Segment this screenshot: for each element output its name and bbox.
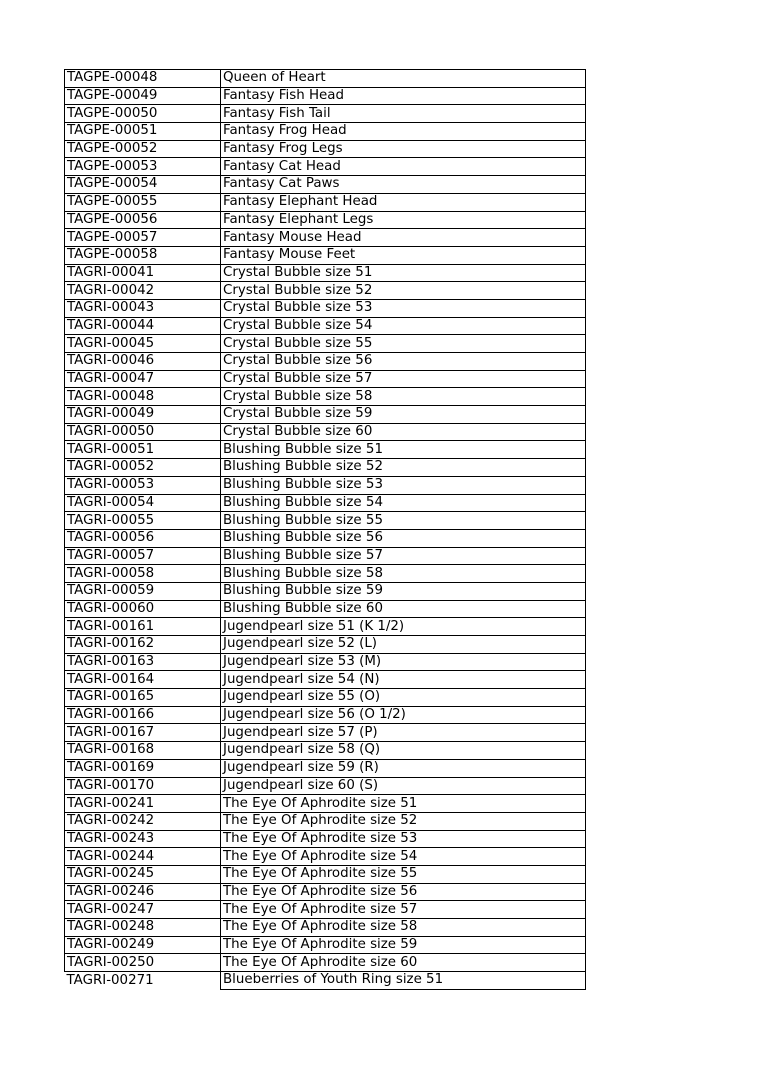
table-row — [65, 600, 586, 618]
item-description-cell: Jugendpearl size 52 (L) — [221, 636, 586, 654]
table-row — [65, 282, 586, 300]
item-description-cell: Fantasy Frog Head — [221, 123, 586, 141]
item-description-cell: Blushing Bubble size 55 — [221, 512, 586, 530]
item-description-cell: Crystal Bubble size 53 — [221, 299, 586, 317]
item-code-cell: TAGRI-00271 — [65, 972, 221, 990]
table-row — [65, 353, 586, 371]
table-row — [65, 724, 586, 742]
item-code-cell: TAGRI-00168 — [65, 742, 221, 760]
item-code-cell: TAGRI-00041 — [65, 264, 221, 282]
item-description-cell: Fantasy Mouse Feet — [221, 246, 586, 264]
table-row — [65, 936, 586, 954]
item-code-cell: TAGRI-00162 — [65, 636, 221, 654]
item-description-cell: Blushing Bubble size 60 — [221, 600, 586, 618]
item-description-cell: The Eye Of Aphrodite size 55 — [221, 865, 586, 883]
item-description-cell: The Eye Of Aphrodite size 54 — [221, 848, 586, 866]
item-code-cell: TAGRI-00047 — [65, 370, 221, 388]
item-description-cell: Jugendpearl size 55 (O) — [221, 689, 586, 707]
item-code-cell: TAGRI-00249 — [65, 936, 221, 954]
item-description-cell: Blueberries of Youth Ring size 51 — [221, 972, 586, 990]
table-row — [65, 123, 586, 141]
table-row — [65, 140, 586, 158]
table-row — [65, 70, 586, 88]
item-description-cell: Blushing Bubble size 52 — [221, 459, 586, 477]
table-row — [65, 370, 586, 388]
item-code-cell: TAGPE-00054 — [65, 176, 221, 194]
item-description-cell: Blushing Bubble size 59 — [221, 582, 586, 600]
item-description-cell: The Eye Of Aphrodite size 51 — [221, 795, 586, 813]
item-description-cell: The Eye Of Aphrodite size 53 — [221, 830, 586, 848]
item-description-cell: Crystal Bubble size 55 — [221, 335, 586, 353]
table-row — [65, 335, 586, 353]
table-row — [65, 529, 586, 547]
item-description-cell: Queen of Heart — [221, 70, 586, 88]
item-code-cell: TAGRI-00044 — [65, 317, 221, 335]
item-description-cell: The Eye Of Aphrodite size 57 — [221, 901, 586, 919]
item-description-cell: Fantasy Mouse Head — [221, 229, 586, 247]
table-row — [65, 706, 586, 724]
item-code-cell: TAGRI-00048 — [65, 388, 221, 406]
table-row — [65, 759, 586, 777]
item-code-cell: TAGRI-00045 — [65, 335, 221, 353]
item-code-cell: TAGRI-00050 — [65, 423, 221, 441]
table-row — [65, 830, 586, 848]
table-row — [65, 264, 586, 282]
item-description-cell: Crystal Bubble size 54 — [221, 317, 586, 335]
table-row — [65, 689, 586, 707]
item-description-cell: Jugendpearl size 56 (O 1/2) — [221, 706, 586, 724]
item-code-cell: TAGRI-00170 — [65, 777, 221, 795]
item-description-cell: Fantasy Fish Tail — [221, 105, 586, 123]
item-description-cell: Jugendpearl size 58 (Q) — [221, 742, 586, 760]
item-code-cell: TAGRI-00243 — [65, 830, 221, 848]
table-row — [65, 494, 586, 512]
item-description-cell: Jugendpearl size 54 (N) — [221, 671, 586, 689]
table-row — [65, 582, 586, 600]
item-description-cell: Jugendpearl size 53 (M) — [221, 653, 586, 671]
item-code-cell: TAGPE-00057 — [65, 229, 221, 247]
table-row — [65, 565, 586, 583]
item-description-cell: The Eye Of Aphrodite size 60 — [221, 954, 586, 972]
item-code-cell: TAGRI-00166 — [65, 706, 221, 724]
product-table-body — [65, 70, 586, 990]
table-row — [65, 883, 586, 901]
table-row — [65, 777, 586, 795]
table-row — [65, 211, 586, 229]
table-row — [65, 954, 586, 972]
item-description-cell: Blushing Bubble size 54 — [221, 494, 586, 512]
table-row — [65, 317, 586, 335]
item-code-cell: TAGRI-00059 — [65, 582, 221, 600]
table-row — [65, 158, 586, 176]
item-code-cell: TAGRI-00052 — [65, 459, 221, 477]
table-row — [65, 406, 586, 424]
item-description-cell: Jugendpearl size 59 (R) — [221, 759, 586, 777]
table-row — [65, 671, 586, 689]
table-row — [65, 547, 586, 565]
item-code-cell: TAGRI-00163 — [65, 653, 221, 671]
item-description-cell: Blushing Bubble size 51 — [221, 441, 586, 459]
table-row — [65, 512, 586, 530]
item-code-cell: TAGRI-00053 — [65, 476, 221, 494]
item-description-cell: Fantasy Frog Legs — [221, 140, 586, 158]
item-description-cell: Blushing Bubble size 58 — [221, 565, 586, 583]
table-row — [65, 865, 586, 883]
item-code-cell: TAGRI-00167 — [65, 724, 221, 742]
table-row — [65, 299, 586, 317]
item-description-cell: Crystal Bubble size 57 — [221, 370, 586, 388]
item-code-cell: TAGRI-00246 — [65, 883, 221, 901]
table-row — [65, 423, 586, 441]
item-description-cell: Blushing Bubble size 57 — [221, 547, 586, 565]
table-row — [65, 441, 586, 459]
item-description-cell: Crystal Bubble size 59 — [221, 406, 586, 424]
table-row — [65, 848, 586, 866]
item-description-cell: The Eye Of Aphrodite size 56 — [221, 883, 586, 901]
table-row — [65, 229, 586, 247]
item-description-cell: Fantasy Elephant Legs — [221, 211, 586, 229]
item-code-cell: TAGRI-00248 — [65, 919, 221, 937]
item-code-cell: TAGRI-00241 — [65, 795, 221, 813]
item-description-cell: Crystal Bubble size 52 — [221, 282, 586, 300]
table-row — [65, 246, 586, 264]
item-code-cell: TAGRI-00051 — [65, 441, 221, 459]
item-code-cell: TAGPE-00055 — [65, 193, 221, 211]
table-row — [65, 459, 586, 477]
table-row — [65, 901, 586, 919]
item-code-cell: TAGPE-00058 — [65, 246, 221, 264]
item-description-cell: Fantasy Cat Paws — [221, 176, 586, 194]
item-description-cell: The Eye Of Aphrodite size 52 — [221, 812, 586, 830]
item-code-cell: TAGRI-00164 — [65, 671, 221, 689]
item-description-cell: Fantasy Fish Head — [221, 87, 586, 105]
item-code-cell: TAGRI-00049 — [65, 406, 221, 424]
table-row — [65, 176, 586, 194]
item-description-cell: Fantasy Cat Head — [221, 158, 586, 176]
item-code-cell: TAGRI-00244 — [65, 848, 221, 866]
item-description-cell: Jugendpearl size 57 (P) — [221, 724, 586, 742]
item-code-cell: TAGRI-00046 — [65, 353, 221, 371]
item-description-cell: Jugendpearl size 51 (K 1/2) — [221, 618, 586, 636]
item-description-cell: Blushing Bubble size 56 — [221, 529, 586, 547]
table-row — [65, 653, 586, 671]
item-code-cell: TAGPE-00050 — [65, 105, 221, 123]
item-description-cell: Crystal Bubble size 51 — [221, 264, 586, 282]
item-code-cell: TAGRI-00055 — [65, 512, 221, 530]
table-row — [65, 636, 586, 654]
item-description-cell: Blushing Bubble size 53 — [221, 476, 586, 494]
table-row — [65, 87, 586, 105]
item-code-cell: TAGRI-00247 — [65, 901, 221, 919]
table-row — [65, 919, 586, 937]
item-code-cell: TAGPE-00049 — [65, 87, 221, 105]
table-row — [65, 105, 586, 123]
item-code-cell: TAGRI-00043 — [65, 299, 221, 317]
item-code-cell: TAGRI-00245 — [65, 865, 221, 883]
item-code-cell: TAGPE-00051 — [65, 123, 221, 141]
item-description-cell: Fantasy Elephant Head — [221, 193, 586, 211]
item-code-cell: TAGRI-00161 — [65, 618, 221, 636]
table-row — [65, 388, 586, 406]
table-row — [65, 972, 586, 990]
item-code-cell: TAGRI-00054 — [65, 494, 221, 512]
table-row — [65, 476, 586, 494]
table-row — [65, 812, 586, 830]
table-row — [65, 795, 586, 813]
item-description-cell: Jugendpearl size 60 (S) — [221, 777, 586, 795]
item-code-cell: TAGRI-00242 — [65, 812, 221, 830]
item-description-cell: Crystal Bubble size 58 — [221, 388, 586, 406]
item-code-cell: TAGRI-00042 — [65, 282, 221, 300]
table-row — [65, 618, 586, 636]
item-description-cell: Crystal Bubble size 56 — [221, 353, 586, 371]
item-code-cell: TAGRI-00169 — [65, 759, 221, 777]
item-description-cell: Crystal Bubble size 60 — [221, 423, 586, 441]
item-description-cell: The Eye Of Aphrodite size 58 — [221, 919, 586, 937]
item-code-cell: TAGRI-00060 — [65, 600, 221, 618]
item-code-cell: TAGRI-00250 — [65, 954, 221, 972]
item-code-cell: TAGRI-00056 — [65, 529, 221, 547]
item-code-cell: TAGRI-00057 — [65, 547, 221, 565]
item-code-cell: TAGPE-00056 — [65, 211, 221, 229]
item-code-cell: TAGRI-00058 — [65, 565, 221, 583]
item-description-cell: The Eye Of Aphrodite size 59 — [221, 936, 586, 954]
item-code-cell: TAGRI-00165 — [65, 689, 221, 707]
table-row — [65, 742, 586, 760]
item-code-cell: TAGPE-00048 — [65, 70, 221, 88]
item-code-cell: TAGPE-00053 — [65, 158, 221, 176]
product-table — [64, 69, 586, 990]
item-code-cell: TAGPE-00052 — [65, 140, 221, 158]
table-row — [65, 193, 586, 211]
